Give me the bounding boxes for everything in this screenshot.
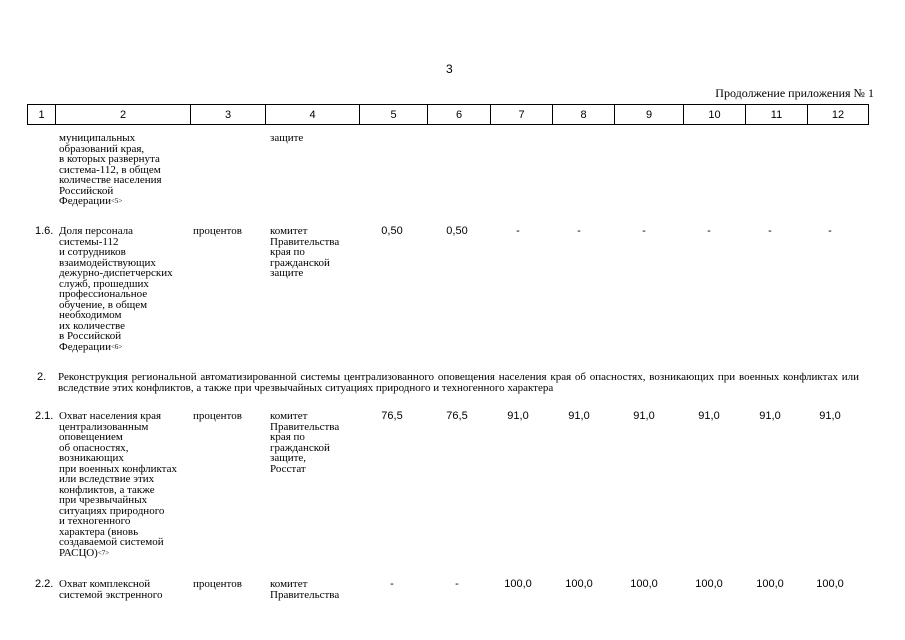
department: защите [270,132,304,144]
value-col-11: 91,0 [759,410,781,422]
header-table [27,104,869,125]
header-col-9: 9 [615,105,684,125]
indicator-name [59,411,193,558]
page-number: 3 [446,62,453,76]
section-text: Реконструкция региональной автоматизированной системы централизованного оповещения населения края об опасностях, возникающих при военных конфликтах или вследствие этих конфликтов, а также при чрезвычайных ситуациях природного и техногенного характера [58,371,859,394]
footnote-mark: <6> [110,342,123,351]
value-col-10: - [707,225,711,237]
header-col-6: 6 [428,105,491,125]
row-number: 1.6. [35,225,54,237]
header-row [28,105,869,125]
value-col-10: 91,0 [698,410,720,422]
value-col-12: - [828,225,832,237]
value-col-12: 100,0 [816,578,844,590]
value-col-12: 91,0 [819,410,841,422]
header-col-10: 10 [684,105,746,125]
indicator-name [59,226,189,352]
indicator-name-text: Охват населения края централизованным оповещением об опасностях, возникающих при военных конфликтах или вследствие этих конфликтов, а также при чрезвычайных ситуациях природного и техногенного характера (вновь создаваемой системой РАСЦО) [59,410,177,559]
unit: процентов [193,410,242,422]
header-col-3: 3 [191,105,266,125]
department: комитет Правительства края по гражданской защите [270,225,340,279]
value-col-8: 91,0 [568,410,590,422]
indicator-name-text: муниципальных образований края, в которых развернута система-112, в общем количестве населения Российской Федерации [59,132,162,207]
value-col-8: 100,0 [565,578,593,590]
value-col-5: 76,5 [381,410,403,422]
header-col-7: 7 [491,105,553,125]
value-col-6: 76,5 [446,410,468,422]
header-col-4: 4 [266,105,360,125]
department: комитет Правительства [270,578,340,601]
value-col-7: - [516,225,520,237]
value-col-5: - [390,578,394,590]
indicator-name: Охват комплексной системой экстренного [59,578,163,601]
value-col-7: 100,0 [504,578,532,590]
header-col-11: 11 [746,105,808,125]
value-col-6: - [455,578,459,590]
continuation-label: Продолжение приложения № 1 [715,86,874,100]
footnote-mark: <7> [97,548,110,557]
section-heading [37,372,859,394]
row-number: 2.2. [35,578,54,590]
footnote-mark: <5> [110,197,123,205]
value-col-6: 0,50 [446,225,468,237]
value-col-11: 100,0 [756,578,784,590]
value-col-9: - [642,225,646,237]
header-col-12: 12 [808,105,869,125]
department: комитет Правительства края по гражданской защите, Росстат [270,410,340,475]
unit: процентов [193,578,242,590]
value-col-5: 0,50 [381,225,403,237]
indicator-name [59,133,189,207]
unit: процентов [193,225,242,237]
header-col-2: 2 [56,105,191,125]
header-col-1: 1 [28,105,56,125]
section-number: 2. [37,371,47,383]
header-col-5: 5 [360,105,428,125]
value-col-11: - [768,225,772,237]
value-col-7: 91,0 [507,410,529,422]
value-col-9: 91,0 [633,410,655,422]
row-number: 2.1. [35,410,54,422]
value-col-8: - [577,225,581,237]
value-col-9: 100,0 [630,578,658,590]
header-col-8: 8 [553,105,615,125]
value-col-10: 100,0 [695,578,723,590]
indicator-name-text: Доля персонала системы-112 и сотрудников взаимодействующих дежурно-диспетчерских служб, прошедших профессиональное обучение, в общем необходимом их количестве в Российской Федерации [59,225,173,353]
